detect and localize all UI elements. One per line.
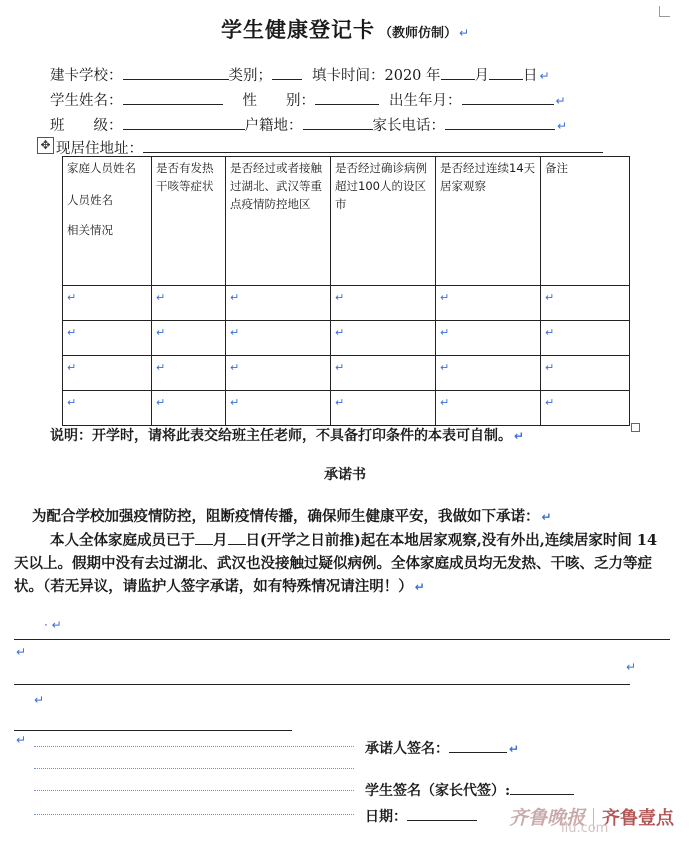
newspaper-watermark — [508, 803, 674, 836]
school-label: 建卡学校： — [50, 68, 123, 84]
page-title: 学生健康登记卡 — [220, 18, 375, 42]
remark-line[interactable] — [14, 684, 630, 685]
header-confirmed-city: 是否经过确诊病例超过100人的设区市 — [335, 161, 427, 211]
pledge-month-blank[interactable] — [195, 530, 213, 545]
table-cell[interactable]: ↵ — [152, 286, 226, 321]
table-note-text: 说明：开学时，请将此表交给班主任老师，不具备打印条件的本表可自制。 — [50, 428, 512, 444]
paragraph-mark-icon: ↵ — [414, 580, 425, 594]
table-header-row — [63, 157, 630, 286]
paragraph-mark-icon: ↵ — [509, 742, 520, 756]
table-header-cell — [152, 157, 226, 286]
student-sign-row — [365, 780, 574, 800]
month-label: 月 — [474, 68, 490, 84]
pledge-title — [0, 464, 690, 484]
table-cell[interactable]: ↵ — [226, 391, 331, 426]
header-hubei-contact: 是否经过或者接触过湖北、武汉等重点疫情防控地区 — [230, 161, 322, 211]
table-header-cell — [226, 157, 331, 286]
signer-label: 承诺人签名： — [365, 741, 449, 757]
remark-line[interactable] — [14, 639, 670, 640]
table-cell[interactable]: ↵ — [541, 286, 630, 321]
table-cell[interactable]: ↵ — [436, 286, 541, 321]
day-blank[interactable] — [489, 65, 523, 80]
card-title — [0, 14, 690, 44]
table-cell[interactable]: ↵ — [331, 286, 436, 321]
paragraph-mark-icon: ↵ — [539, 69, 550, 83]
paragraph-mark-icon: ↵ — [557, 119, 568, 133]
pledge-body-start: 本人全体家庭成员已于 — [50, 532, 195, 549]
paragraph-mark-icon: ↵ — [16, 733, 27, 747]
header-member-name: 人员姓名 — [67, 193, 113, 207]
paragraph-mark-icon: · ↵ — [44, 618, 62, 632]
student-sign-blank[interactable] — [510, 780, 574, 795]
signer-blank[interactable] — [449, 738, 507, 753]
pledge-month-label: 月 — [213, 532, 228, 549]
dotted-leader — [34, 746, 354, 747]
watermark-sub: ilu.com — [560, 821, 609, 836]
month-blank[interactable] — [441, 65, 475, 80]
table-header-cell — [63, 157, 152, 286]
birth-blank[interactable] — [462, 90, 554, 105]
table-cell[interactable]: ↵ — [331, 321, 436, 356]
date-row — [365, 806, 477, 826]
pledge-intro: 为配合学校加强疫情防控，阻断疫情传播，确保师生健康平安，我做如下承诺： — [32, 508, 540, 525]
table-row — [63, 391, 630, 426]
household-label: 户籍地： — [244, 118, 303, 134]
pledge-body-rest: 日(开学之日前推)起在本地居家观察,没有外出,连续居家时间 14 天以上。假期中没有去过湖北、武汉也没接触过疑似病例。全体家庭成员均无发热、干咳、乏力等症状。（若无异议，请监护人签字承诺，如有特殊情况请注明！） — [14, 532, 658, 595]
header-family-member: 家庭人员姓名 — [67, 161, 136, 175]
family-health-table — [62, 156, 630, 426]
table-cell[interactable]: ↵ — [541, 391, 630, 426]
field-row-3 — [50, 115, 567, 136]
pledge-paragraph — [14, 505, 674, 599]
gender-blank[interactable] — [315, 90, 379, 105]
date-blank[interactable] — [407, 806, 477, 821]
table-cell[interactable]: ↵ — [226, 356, 331, 391]
header-remarks: 备注 — [545, 161, 568, 175]
student-sign-label: 学生签名（家长代签）: — [365, 783, 511, 799]
fill-time-label: 填卡时间：2020 年 — [312, 68, 441, 84]
paragraph-mark-icon: ↵ — [458, 26, 470, 40]
table-resize-handle[interactable] — [631, 423, 640, 432]
pledge-title-text: 承诺书 — [324, 467, 366, 483]
table-cell[interactable]: ↵ — [152, 391, 226, 426]
student-name-label: 学生姓名： — [50, 93, 123, 109]
table-header-cell — [541, 157, 630, 286]
category-label: 类别； — [228, 68, 272, 84]
parent-phone-label: 家长电话： — [372, 118, 445, 134]
category-blank[interactable] — [272, 65, 302, 80]
paragraph-mark-icon: ↵ — [16, 645, 27, 659]
table-cell[interactable]: ↵ — [63, 356, 152, 391]
table-cell[interactable]: ↵ — [63, 321, 152, 356]
school-blank[interactable] — [123, 65, 229, 80]
paragraph-mark-icon: ↵ — [34, 693, 45, 707]
table-cell[interactable]: ↵ — [436, 321, 541, 356]
table-cell[interactable]: ↵ — [436, 356, 541, 391]
table-cell[interactable]: ↵ — [63, 391, 152, 426]
watermark-right: 齐鲁壹点 — [593, 808, 674, 829]
header-home-observation: 是否经过连续14天居家观察 — [440, 161, 536, 193]
field-row-2 — [50, 90, 566, 111]
table-cell[interactable]: ↵ — [331, 356, 436, 391]
household-blank[interactable] — [303, 115, 373, 130]
paragraph-mark-icon: ↵ — [555, 94, 566, 108]
address-label: 现居住地址： — [56, 141, 143, 157]
remark-line[interactable] — [14, 730, 292, 731]
table-cell[interactable]: ↵ — [541, 356, 630, 391]
header-fever-cough: 是否有发热干咳等症状 — [156, 161, 214, 193]
page-subtitle: （教师仿制） — [378, 26, 457, 41]
gender-label: 性 别： — [242, 93, 315, 109]
class-blank[interactable] — [123, 115, 245, 130]
table-cell[interactable]: ↵ — [152, 321, 226, 356]
table-row — [63, 356, 630, 391]
table-row — [63, 321, 630, 356]
dotted-leader — [34, 768, 354, 769]
address-blank[interactable] — [143, 138, 603, 153]
dotted-leader — [34, 814, 354, 815]
table-note — [50, 425, 524, 445]
watermark-left: 齐鲁晚报 — [508, 807, 585, 829]
date-label: 日期： — [365, 809, 407, 825]
table-cell[interactable]: ↵ — [331, 391, 436, 426]
student-name-blank[interactable] — [123, 90, 223, 105]
parent-phone-blank[interactable] — [445, 115, 555, 130]
table-header-cell — [436, 157, 541, 286]
paragraph-mark-icon: ↵ — [626, 660, 637, 674]
table-cell[interactable]: ↵ — [436, 391, 541, 426]
signer-row — [365, 738, 519, 758]
field-row-1 — [50, 65, 550, 86]
header-related-info: 相关情况 — [67, 223, 113, 237]
table-row — [63, 286, 630, 321]
table-cell[interactable]: ↵ — [63, 286, 152, 321]
table-move-handle-icon[interactable]: ✥ — [37, 137, 54, 154]
table-cell[interactable]: ↵ — [152, 356, 226, 391]
pledge-day-blank[interactable] — [228, 530, 246, 545]
table-cell[interactable]: ↵ — [226, 286, 331, 321]
paragraph-mark-icon: ↵ — [514, 429, 525, 443]
table-cell[interactable]: ↵ — [226, 321, 331, 356]
paragraph-mark-icon: ↵ — [541, 510, 552, 524]
class-label: 班 级： — [50, 118, 123, 134]
table-cell[interactable]: ↵ — [541, 321, 630, 356]
day-label: 日 — [523, 68, 538, 84]
dotted-leader — [34, 790, 354, 791]
birth-label: 出生年月： — [389, 93, 462, 109]
table-header-cell — [331, 157, 436, 286]
